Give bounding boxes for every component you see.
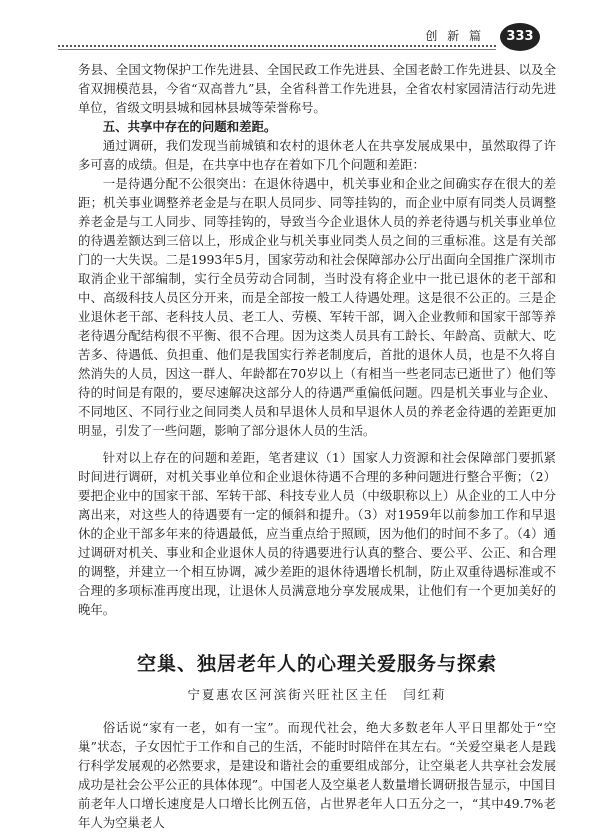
header-dotted-rule — [58, 45, 496, 47]
continued-paragraph: 务县、全国文物保护工作先进县、全国民政工作先进县、全国老龄工作先进县、以及全省双拥模范县，今省“双高普九”县，全省科普工作先进县，全省农村家园清洁行动先进单位，省级文明县城和园林县城等荣誉称号。 — [78, 62, 556, 115]
suggestions-paragraph: 针对以上存在的问题和差距，笔者建议（1）国家人力资源和社会保障部门要抓紧时间进行调研，对机关事业单位和企业退休待遇不合理的多种问题进行整合平衡；（2）要把企业中的国家干部、军转干部、科技专业人员（中级职称以上）从企业的工人中分离出来，对这些人的待遇要有一定的倾斜和提升。（3）对1959年以前参加工作和早退休的企业干部多年来的待遇最低，应当重点给于照顾，因为他们的时间不多了。（4）通过调研对机关、事业和企业退休人员的待遇要进行认真的整合、要公平、公正、和合理的调整，并建立一个相互协调，减少差距的退休待遇增长机制，防止双重待遇标准或不合理的多项标准再度出现，让退休人员满意地分享发展成果，让他们有一个更加美好的晚年。 — [78, 450, 556, 617]
page-content — [78, 60, 556, 832]
article-byline: 宁夏惠农区河滨街兴旺社区主任 闫红莉 — [187, 687, 447, 702]
article-paragraph: 俗话说“家有一老，如有一宝”。而现代社会，绝大多数老年人平日里都处于“空巢”状态，子女因忙于工作和自己的生活，不能时时陪伴在其左右。“关爱空巢老人是践行科学发展观的必然要求，是建设和谐社会的重要组成部分，让空巢老人共享社会发展成功是社会公平公正的具体体现”。中国老人及空巢老人数量增长调研报告显示，中国目前老年人口增长速度是人口增长比例五倍，占世界老年人口五分之一，“其中49.7%老年人为空巢老人 — [78, 720, 556, 830]
page-header — [58, 27, 540, 57]
section-heading: 五、共享中存在的问题和差距。 — [102, 119, 277, 134]
article-title: 空巢、独居老年人的心理关爱服务与探索 — [136, 653, 497, 675]
header-solid-rule — [58, 49, 496, 50]
paragraph-gap — [78, 440, 556, 448]
problems-paragraph: 一是待遇分配不公很突出：在退休待遇中，机关事业和企业之间确实存在很大的差距；机关事业调整养老金是与在职人员同步、同等挂钩的，而企业中原有同类人员调整养老金是与工人同步、同等挂钩的，导致当今企业退休人员的养老待遇与机关事业单位的待遇差额达到三倍以上，形成企业与机关事业同类人员之间的三重标准。这是有关部门的一大失误。二是1993年5月，国家劳动和社会保障部办公厅出面向全国推广深圳市取消企业干部编制，实行全员劳动合同制，当时没有将企业中一批已退休的老干部和中、高级科技人员区分开来，而是全部按一般工人待遇处理。这是很不公正的。三是企业退休老干部、老科技人员、老工人、劳模、军转干部，调入企业教师和国家干部等养老待遇分配结构很不平衡、很不合理。因为这类人员具有工龄长、年龄高、贡献大、吃苦多、待遇低、负担重、他们是我国实行养老制度后，首批的退休人员，也是不久将自然消失的人员，因这一群人、年龄都在70岁以上（有相当一些老同志已逝世了）他们等待的时间是有限的，要尽速解决这部分人的待遇严重偏低问题。四是机关事业与企业、不同地区、不同行业之间同类人员和早退休人员和早退休人员的养老金待遇的差距更加明显，引发了一些问题，影响了部分退休人员的生活。 — [78, 176, 556, 438]
page-number: 333 — [500, 23, 540, 51]
intro-paragraph: 通过调研，我们发现当前城镇和农村的退休老人在共享发展成果中，虽然取得了许多可喜的成绩。但是，在共享中也存在着如下几个问题和差距： — [78, 138, 556, 172]
running-title: 创 新 篇 — [421, 27, 488, 44]
